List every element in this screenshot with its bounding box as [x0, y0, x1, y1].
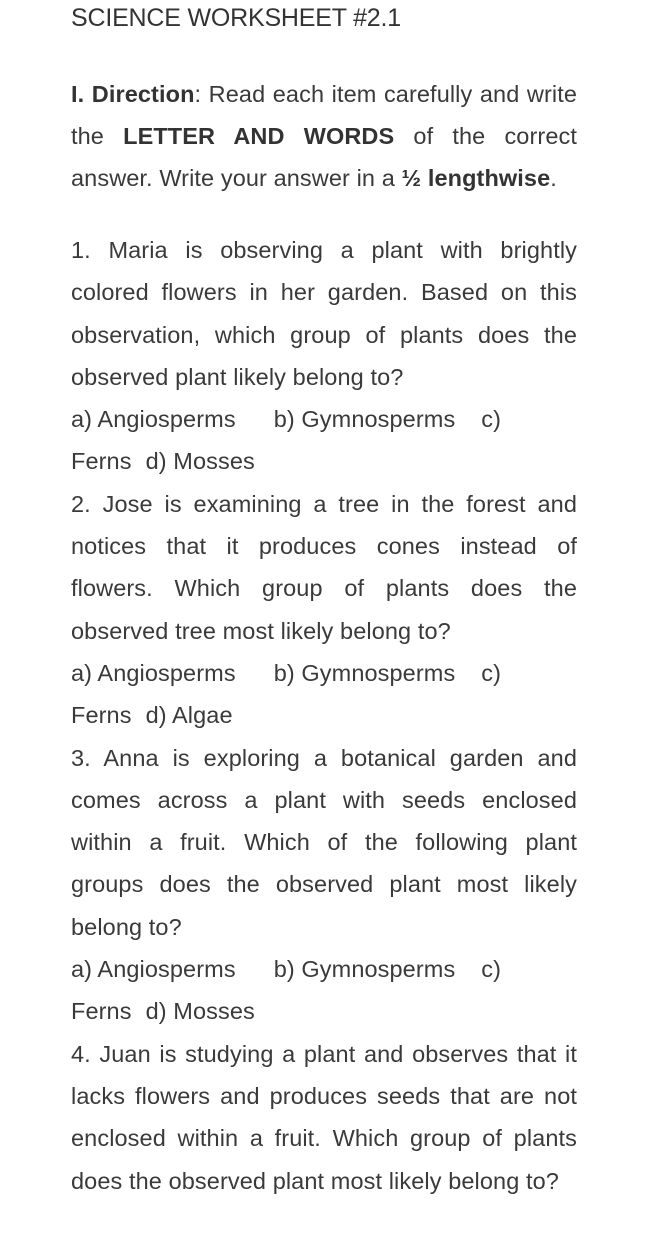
choice-c-text: Ferns	[71, 448, 132, 475]
choice-a: a) Angiosperms	[71, 659, 236, 686]
question-stem: 1. Maria is observing a plant with brightly colored flowers in her garden. Based on this observation, which group of plants does the observed plant likely belong to?	[71, 237, 577, 390]
choice-c: c)	[481, 956, 502, 983]
choice-a: a) Angiosperms	[71, 406, 236, 433]
direction-paragraph	[71, 73, 577, 199]
question-4	[71, 1033, 577, 1202]
direction-text-2: of the correct answer. Write your answer in a	[71, 123, 577, 191]
direction-label: I. Direction	[71, 81, 195, 107]
question-choices	[71, 398, 577, 483]
question-3	[71, 737, 577, 1033]
choice-b: b) Gymnosperms	[273, 956, 456, 983]
choice-d: d) Mosses	[145, 998, 255, 1025]
choice-c-text: Ferns	[71, 998, 132, 1025]
choice-d: d) Algae	[145, 702, 233, 729]
question-choices	[71, 652, 577, 737]
question-stem: 4. Juan is studying a plant and observes that it lacks flowers and produces seeds that are not enclosed within a fruit. Which group of plants does the observed plant most likely belong to?	[71, 1040, 577, 1194]
worksheet-title: SCIENCE WORKSHEET #2.1	[71, 4, 401, 32]
choice-c-text: Ferns	[71, 702, 132, 729]
choice-c: c)	[481, 406, 502, 433]
choice-b: b) Gymnosperms	[273, 659, 456, 686]
question-1	[71, 229, 577, 483]
question-list	[71, 229, 577, 1202]
direction-emphasis-letter-words: LETTER AND WORDS	[123, 123, 395, 149]
direction-text-3: .	[550, 165, 557, 191]
direction-emphasis-lengthwise: ½ lengthwise	[401, 165, 551, 191]
question-stem: 3. Anna is exploring a botanical garden and comes across a plant with seeds enclosed within a fruit. Which of the following plant groups does the observed plant most likely belong to?	[71, 744, 577, 940]
question-stem: 2. Jose is examining a tree in the forest and notices that it produces cones instead of flowers. Which group of plants does the observed tree most likely belong to?	[71, 490, 577, 644]
question-choices	[71, 948, 577, 1033]
choice-b: b) Gymnosperms	[273, 406, 456, 433]
choice-d: d) Mosses	[145, 448, 255, 475]
question-2	[71, 483, 577, 737]
choice-c: c)	[481, 659, 502, 686]
choice-a: a) Angiosperms	[71, 956, 236, 983]
direction-text-1: : Read each item carefully and write the	[71, 81, 578, 149]
